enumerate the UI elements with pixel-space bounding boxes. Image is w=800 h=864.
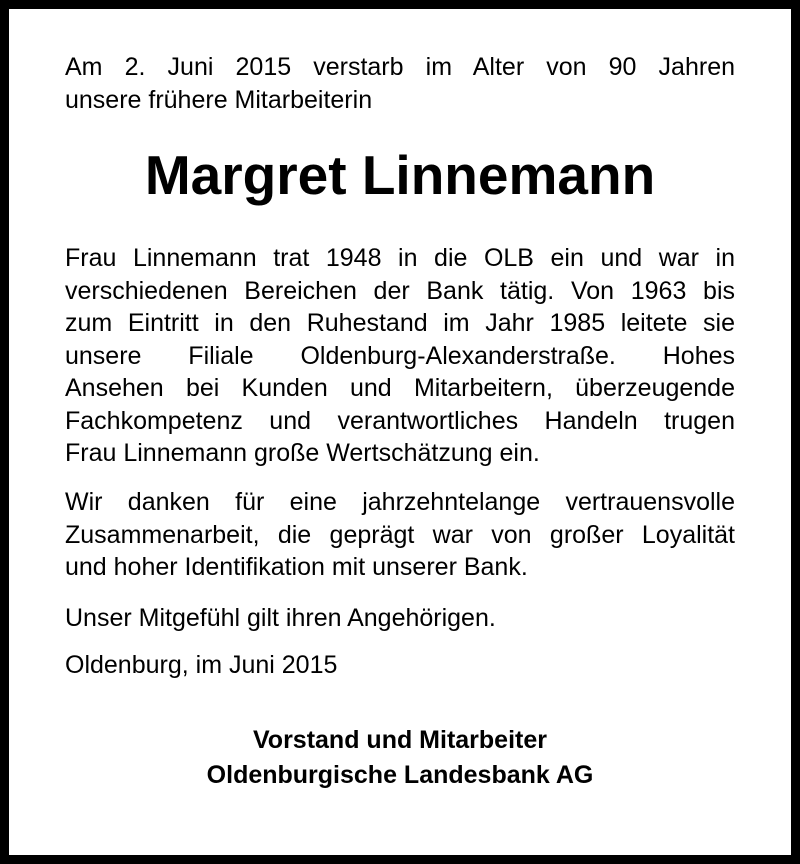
text-line: zum Eintritt in den Ruhestand im Jahr 1985 leitete sie bbox=[65, 309, 735, 337]
signature-line: Vorstand und Mitarbeiter bbox=[252, 726, 547, 754]
text-line: und hoher Identifikation mit unserer Bank. bbox=[65, 553, 528, 581]
signature-line: Oldenburgische Landesbank AG bbox=[206, 761, 594, 789]
text-line: Wir danken für eine jahrzehntelange vertrauensvolle bbox=[65, 488, 735, 516]
signature bbox=[0, 723, 800, 793]
text-line: Ansehen bei Kunden und Mitarbeitern, überzeugende bbox=[65, 374, 735, 402]
text-line: Frau Linnemann große Wertschätzung ein. bbox=[65, 439, 540, 467]
intro-line: Am 2. Juni 2015 verstarb im Alter von 90 Jahren bbox=[65, 53, 735, 81]
text-line: Zusammenarbeit, die geprägt war von großer Loyalität bbox=[65, 520, 735, 549]
intro-text bbox=[65, 51, 735, 116]
paragraph-thanks bbox=[65, 486, 735, 584]
text-line: verschiedenen Bereichen der Bank tätig. Von 1963 bis bbox=[65, 276, 735, 305]
condolence-text bbox=[65, 602, 735, 635]
place-date-line: Oldenburg, im Juni 2015 bbox=[65, 651, 338, 679]
condolence-line: Unser Mitgefühl gilt ihren Angehörigen. bbox=[65, 604, 496, 632]
text-line: Fachkompetenz und verantwortliches Handeln trugen bbox=[65, 406, 735, 435]
intro-line: unsere frühere Mitarbeiterin bbox=[65, 85, 373, 114]
place-date bbox=[65, 649, 735, 682]
text-line: unsere Filiale Oldenburg-Alexanderstraße. Hohes bbox=[65, 341, 735, 370]
paragraph-biography bbox=[65, 242, 735, 470]
deceased-name: Margret Linnemann bbox=[144, 144, 656, 206]
text-line: Frau Linnemann trat 1948 in die OLB ein und war in bbox=[65, 244, 735, 272]
